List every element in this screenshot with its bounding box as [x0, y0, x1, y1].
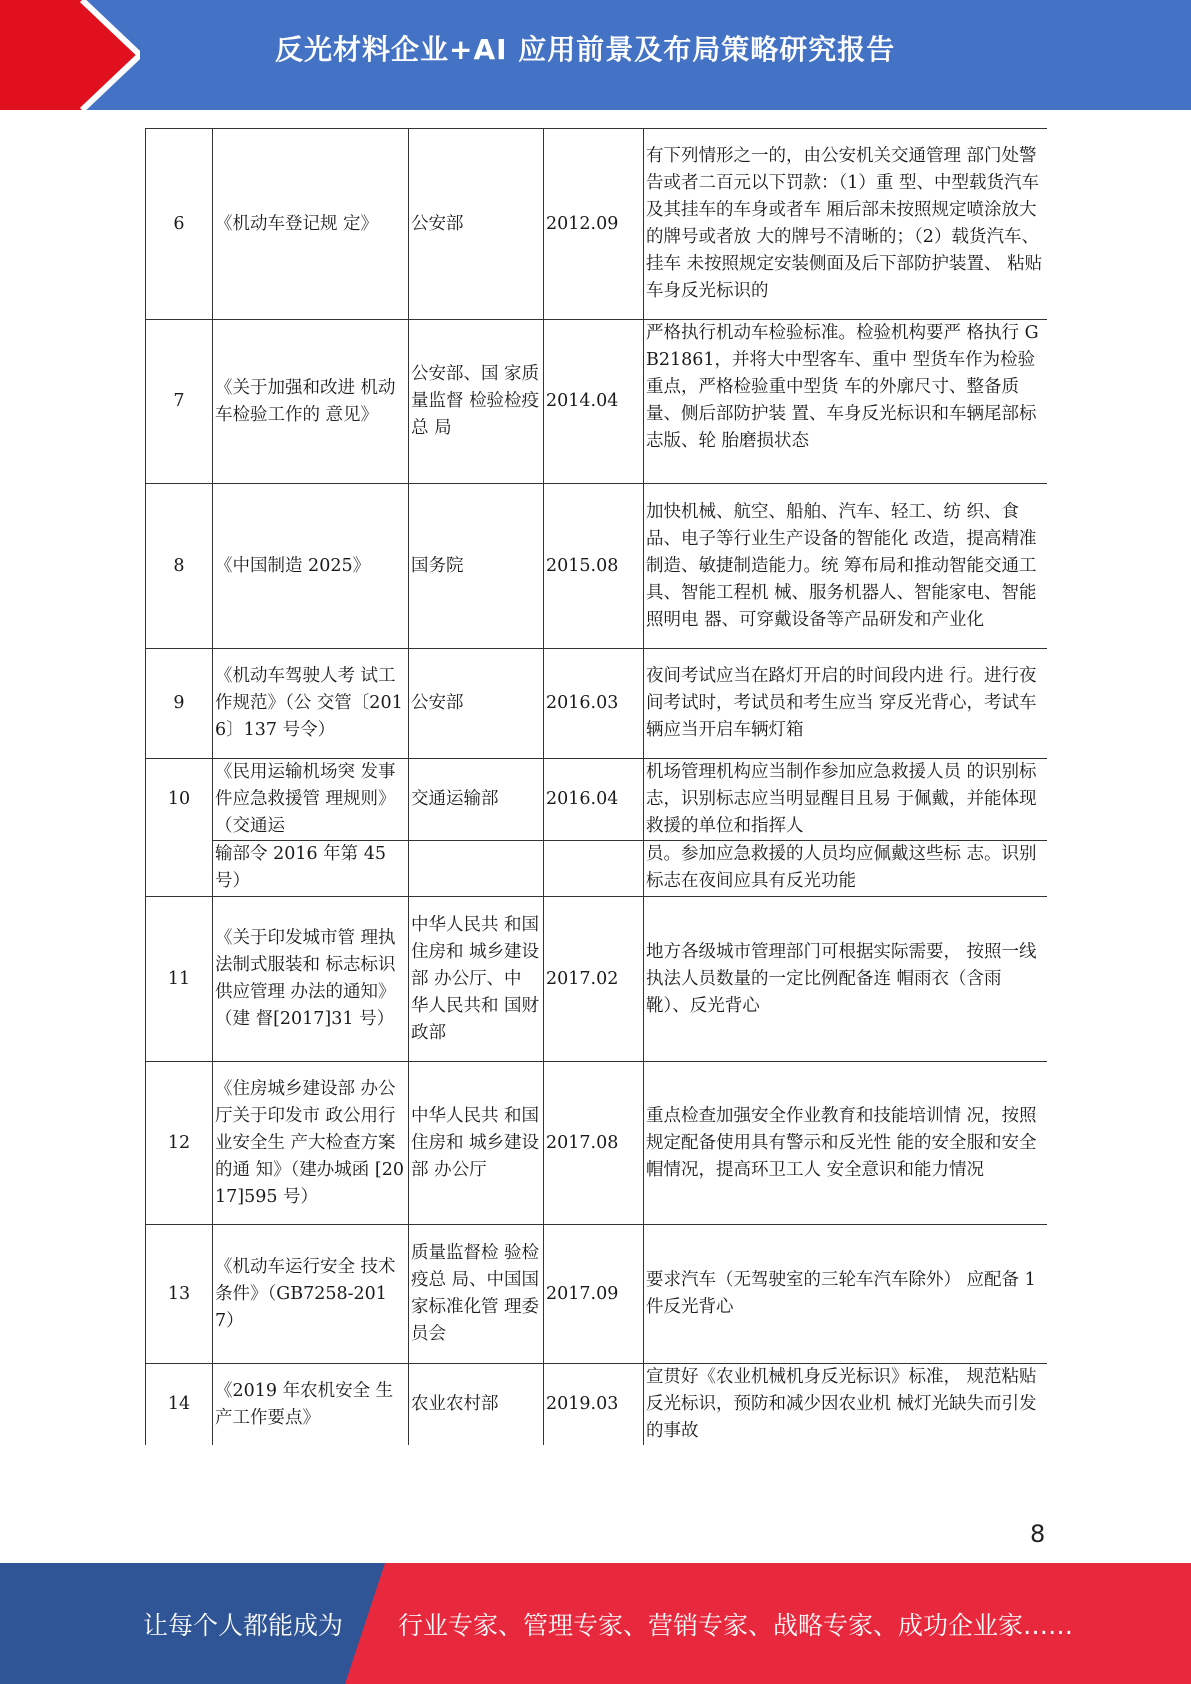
issue-date: 2012.09 [544, 129, 644, 320]
header-arrow-decoration [0, 0, 140, 110]
issuing-department: 公安部 [409, 649, 544, 759]
issue-date: 2019.03 [544, 1364, 644, 1446]
policy-content: 要求汽车（无驾驶室的三轮车汽车除外） 应配备 1 件反光背心 [644, 1225, 1047, 1364]
row-number: 8 [146, 484, 213, 649]
report-title: 反光材料企业+AI 应用前景及布局策略研究报告 [275, 33, 896, 66]
policy-name: 《2019 年农机安全 生产工作要点》 [213, 1364, 409, 1446]
page-footer [0, 1563, 1191, 1684]
page-number: 8 [1030, 1520, 1046, 1548]
table-row [146, 1062, 1047, 1225]
issue-date: 2017.09 [544, 1225, 644, 1364]
issue-date: 2016.03 [544, 649, 644, 759]
issuing-department: 中华人民共 和国住房和 城乡建设部 办公厅、中 华人民共和 国财政部 [409, 897, 544, 1062]
policy-name: 《关于印发城市管 理执法制式服装和 标志标识供应管理 办法的通知》（建 督[2017]31 号） [213, 897, 409, 1062]
issuing-department: 公安部、国 家质量监督 检验检疫总 局 [409, 320, 544, 484]
row-number [146, 841, 213, 897]
table-row [146, 129, 1047, 320]
issue-date: 2015.08 [544, 484, 644, 649]
policy-name: 《中国制造 2025》 [213, 484, 409, 649]
row-number: 6 [146, 129, 213, 320]
issuing-department [409, 841, 544, 897]
table-row [146, 484, 1047, 649]
policy-table [145, 128, 1047, 1445]
table-row [146, 897, 1047, 1062]
issue-date [544, 841, 644, 897]
policy-content: 地方各级城市管理部门可根据实际需要， 按照一线执法人员数量的一定比例配备连 帽雨衣（含雨靴）、反光背心 [644, 897, 1047, 1062]
row-number: 14 [146, 1364, 213, 1446]
policy-name: 《机动车登记规 定》 [213, 129, 409, 320]
table-row [146, 1364, 1047, 1446]
policy-content: 有下列情形之一的，由公安机关交通管理 部门处警告或者二百元以下罚款：（1）重 型、中型载货汽车及其挂车的车身或者车 厢后部未按照规定喷涂放大的牌号或者放 大的牌号不清晰的；（2）载货汽车、挂车 未按照规定安装侧面及后下部防护装置、 粘贴车身反光标识的 [644, 129, 1047, 320]
policy-name: 输部令 2016 年第 45 号） [213, 841, 409, 897]
row-number: 9 [146, 649, 213, 759]
policy-content: 机场管理机构应当制作参加应急救援人员 的识别标志，识别标志应当明显醒目且易 于佩戴，并能体现救援的单位和指挥人 [644, 759, 1047, 841]
issue-date: 2017.08 [544, 1062, 644, 1225]
policy-content: 宣贯好《农业机械机身反光标识》标准， 规范粘贴反光标识，预防和减少因农业机 械灯光缺失而引发的事故 [644, 1364, 1047, 1446]
row-number: 12 [146, 1062, 213, 1225]
issuing-department: 中华人民共 和国住房和 城乡建设部 办公厅 [409, 1062, 544, 1225]
table-row [146, 1225, 1047, 1364]
policy-name: 《民用运输机场突 发事件应急救援管 理规则》（交通运 [213, 759, 409, 841]
row-number: 7 [146, 320, 213, 484]
table-row-continued [146, 841, 1047, 897]
policy-content: 重点检查加强安全作业教育和技能培训情 况，按照规定配备使用具有警示和反光性 能的安全服和安全帽情况，提高环卫工人 安全意识和能力情况 [644, 1062, 1047, 1225]
footer-slogan-right: 行业专家、管理专家、营销专家、战略专家、成功企业家…… [398, 1611, 1074, 1640]
table-row [146, 759, 1047, 841]
issue-date: 2014.04 [544, 320, 644, 484]
row-number: 11 [146, 897, 213, 1062]
policy-content: 严格执行机动车检验标准。检验机构要严 格执行 GB21861，并将大中型客车、重中 型货车作为检验重点，严格检验重中型货 车的外廓尺寸、整备质量、侧后部防护装 置、车身反光标识和车辆尾部标志版、轮 胎磨损状态 [644, 320, 1047, 484]
table-row [146, 320, 1047, 484]
issuing-department: 国务院 [409, 484, 544, 649]
issuing-department: 农业农村部 [409, 1364, 544, 1446]
policy-name: 《关于加强和改进 机动车检验工作的 意见》 [213, 320, 409, 484]
policy-name: 《机动车运行安全 技术条件》（GB7258-2017） [213, 1225, 409, 1364]
footer-slogan-left: 让每个人都能成为 [143, 1611, 344, 1640]
row-number: 10 [146, 759, 213, 841]
issuing-department: 公安部 [409, 129, 544, 320]
issue-date: 2016.04 [544, 759, 644, 841]
policy-content: 夜间考试应当在路灯开启的时间段内进 行。进行夜间考试时，考试员和考生应当 穿反光背心，考试车辆应当开启车辆灯箱 [644, 649, 1047, 759]
issue-date: 2017.02 [544, 897, 644, 1062]
table-row [146, 649, 1047, 759]
issuing-department: 质量监督检 验检疫总 局、中国国 家标准化管 理委员会 [409, 1225, 544, 1364]
policy-content: 加快机械、航空、船舶、汽车、轻工、纺 织、食品、电子等行业生产设备的智能化 改造，提高精准制造、敏捷制造能力。统 筹布局和推动智能交通工具、智能工程机 械、服务机器人、智能家电、智能照明电 器、可穿戴设备等产品研发和产业化 [644, 484, 1047, 649]
row-number: 13 [146, 1225, 213, 1364]
issuing-department: 交通运输部 [409, 759, 544, 841]
policy-name: 《住房城乡建设部 办公厅关于印发市 政公用行业安全生 产大检查方案的通 知》（建办城函 [2017]595 号） [213, 1062, 409, 1225]
policy-name: 《机动车驾驶人考 试工作规范》（公 交管〔2016〕137 号令） [213, 649, 409, 759]
policy-content: 员。参加应急救援的人员均应佩戴这些标 志。识别标志在夜间应具有反光功能 [644, 841, 1047, 897]
page-header [0, 0, 1191, 110]
